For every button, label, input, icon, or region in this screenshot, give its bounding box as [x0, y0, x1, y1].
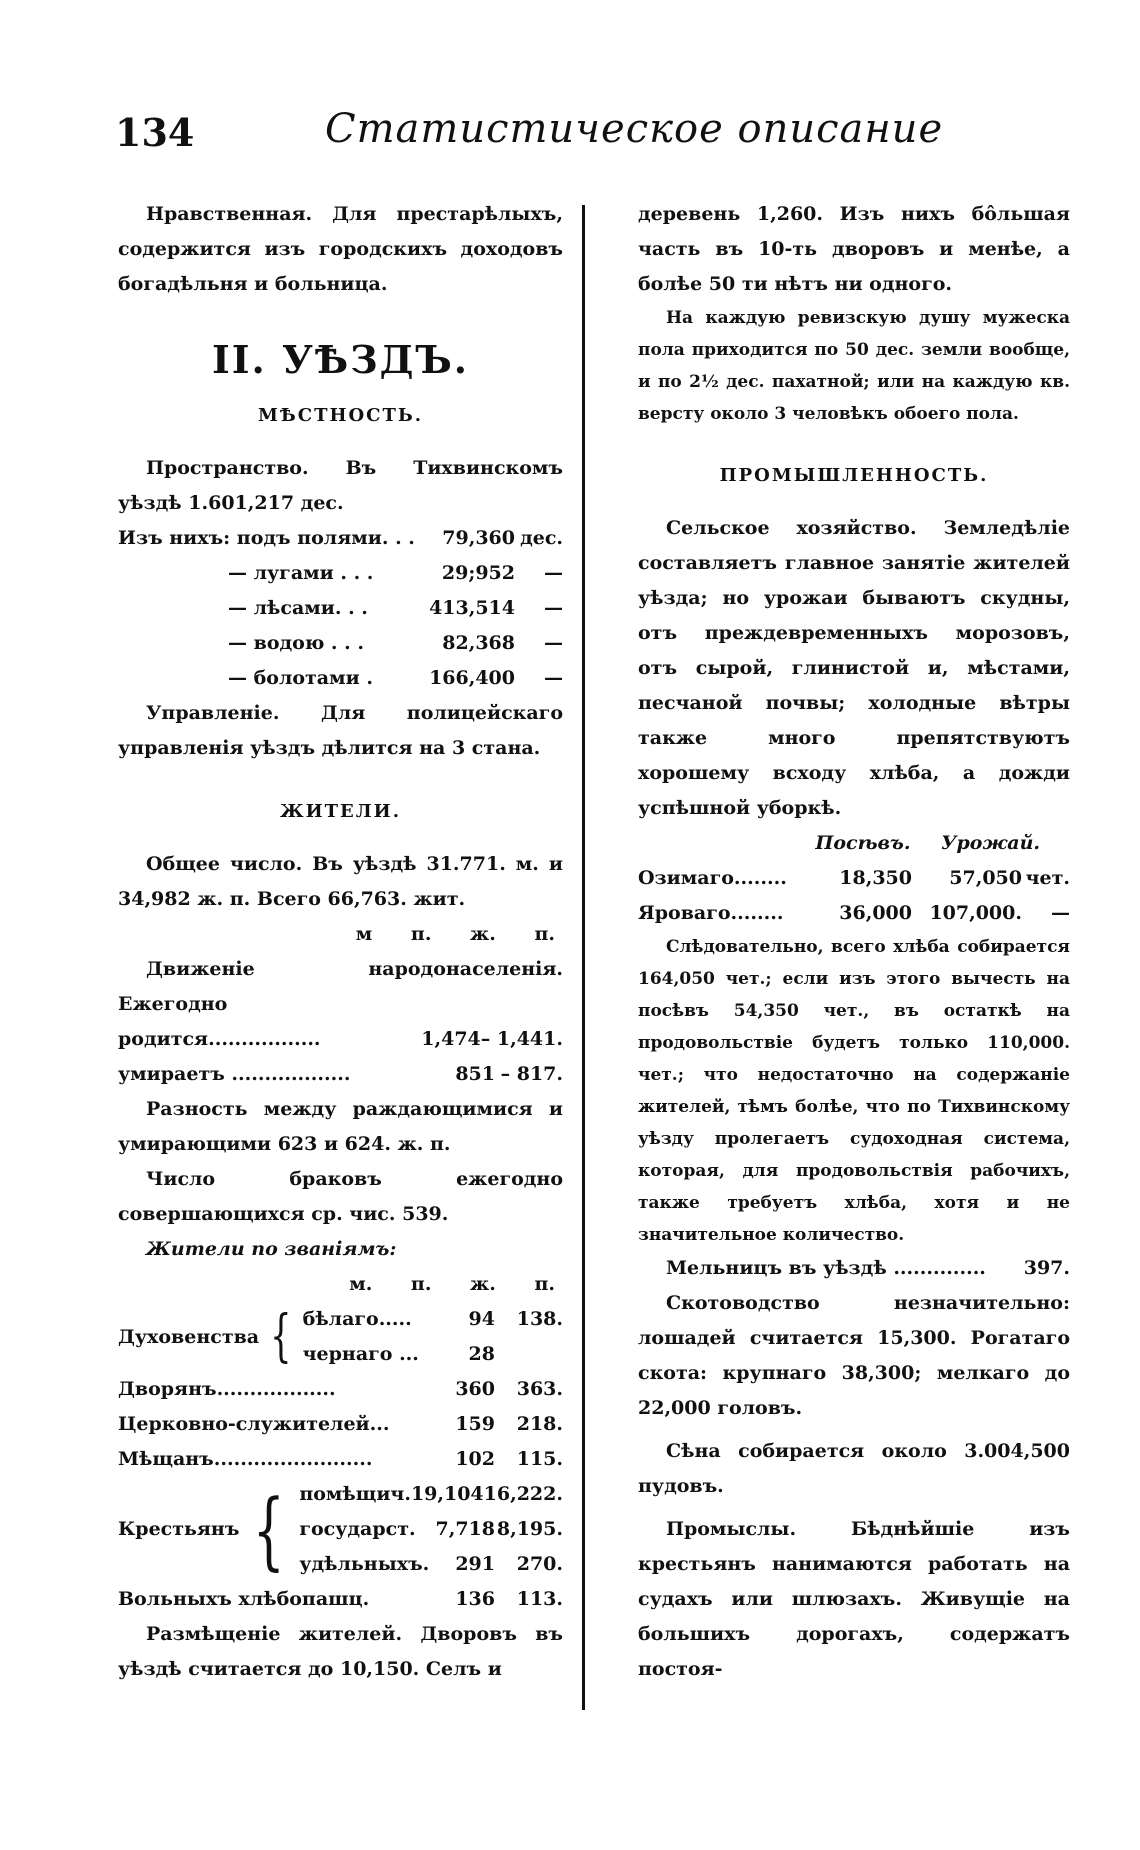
clergy-row	[303, 1302, 563, 1337]
column-divider	[582, 205, 585, 1710]
paragraph-raznost: Разность между раждающимися и умирающими 623 и 624. ж. п.	[118, 1098, 563, 1155]
land-row	[118, 626, 563, 661]
clergy-row-label: бѣлаго.....	[302, 1308, 412, 1330]
peasants-row-male: 19,104	[410, 1483, 484, 1505]
peasants-rows	[299, 1477, 563, 1582]
peasants-row-female: 270.	[516, 1553, 563, 1575]
heading-mestnost: МѢСТНОСТЬ.	[257, 405, 424, 426]
land-table	[118, 521, 563, 696]
peasants-row	[299, 1477, 563, 1512]
land-row	[118, 556, 563, 591]
peasants-label: Крестьянъ	[118, 1518, 240, 1540]
male-female-header: м п. ж. п.	[355, 923, 555, 945]
paragraph-revizsk: На каждую ревизскую душу мужеска пола приходится по 50 дес. земли вообще, и по 2½ дес. пахатной; или на каждую кв. версту около 3 человѣкъ обоего пола.	[638, 308, 1070, 424]
land-label: — водою . . .	[228, 632, 364, 654]
rank-label: Мѣщанъ........................	[118, 1448, 373, 1470]
right-column	[638, 197, 1070, 1687]
brace-icon: {	[252, 1480, 285, 1579]
paragraph-selskoe: Сельское хозяйство. Земледѣліе составляетъ главное занятіе жителей уѣзда; но урожаи бываютъ скудны, отъ преждевременныхъ морозовъ, отъ сырой, глинистой и, мѣстами, песчаной почвы; холодные вѣтры также много препятствуютъ хорошему всходу хлѣба, а дожди успѣшной уборкѣ.	[638, 517, 1070, 819]
rank-row	[118, 1442, 563, 1477]
land-unit: —	[544, 597, 563, 619]
heading-promyshlennost: ПРОМЫШЛЕННОСТЬ.	[719, 465, 989, 486]
deaths-label: умираетъ ..................	[118, 1063, 351, 1085]
peasants-group	[118, 1477, 563, 1582]
free-farmers-female: 113.	[516, 1588, 563, 1610]
peasants-row-label: удѣльныхъ.	[299, 1553, 430, 1575]
land-value: 79,360	[442, 527, 515, 549]
heading-uezd: II. УѢЗДЪ.	[211, 337, 470, 382]
peasants-row-male: 291	[455, 1553, 495, 1575]
rank-female: 363.	[516, 1378, 563, 1400]
land-value: 166,400	[429, 667, 515, 689]
brace-icon: {	[270, 1304, 292, 1369]
paragraph-skotovodstvo: Скотоводство незначительно: лошадей считается 15,300. Рогатаго скота: крупнаго 38,300; мелкаго до 22,000 головъ.	[638, 1292, 1070, 1419]
clergy-rows	[303, 1302, 563, 1372]
land-value: 29;952	[441, 562, 515, 584]
deaths-row	[118, 1057, 563, 1092]
land-row	[118, 521, 563, 556]
grain-unit: чет.	[1025, 867, 1070, 889]
grain-yield: 57,050	[949, 867, 1022, 889]
clergy-row-female: 138.	[516, 1308, 563, 1330]
grain-label: Яроваго........	[638, 902, 784, 924]
zvaniya-header: м. п. ж. п.	[349, 1273, 555, 1295]
clergy-label: Духовенства	[118, 1325, 260, 1348]
paragraph-nravstvennaya: Нравственная. Для престарѣлыхъ, содержится изъ городскихъ доходовъ богадѣльня и больница.	[118, 203, 563, 295]
land-unit: —	[544, 667, 563, 689]
births-female: – 1,441.	[480, 1028, 563, 1050]
rank-male: 159	[455, 1413, 495, 1435]
grain-row	[638, 896, 1070, 931]
rank-row	[118, 1372, 563, 1407]
peasants-row	[299, 1547, 563, 1582]
land-label: — лугами . . .	[228, 562, 374, 584]
land-unit: —	[544, 562, 563, 584]
births-label: родится.................	[118, 1028, 321, 1050]
clergy-group	[118, 1302, 563, 1372]
deaths-female: – 817.	[500, 1063, 563, 1085]
grain-row	[638, 861, 1070, 896]
grain-unit: —	[1051, 902, 1070, 924]
free-farmers-male: 136	[455, 1588, 495, 1610]
land-label: Изъ нихъ: подъ полями. . .	[118, 527, 415, 549]
mills-label: Мельницъ въ уѣздѣ ..............	[666, 1257, 986, 1279]
peasants-row	[299, 1512, 563, 1547]
rank-female: 115.	[516, 1448, 563, 1470]
paragraph-brakov: Число браковъ ежегодно совершающихся ср. чис. 539.	[118, 1168, 563, 1225]
paragraph-razmeshchenie: Размѣщеніе жителей. Дворовъ въ уѣздѣ считается до 10,150. Селъ и	[118, 1623, 563, 1680]
peasants-row-male: 7,718	[435, 1518, 495, 1540]
page-header	[115, 100, 1045, 170]
clergy-row-female	[495, 1337, 563, 1372]
rank-male: 102	[455, 1448, 495, 1470]
deaths-male: 851	[455, 1063, 495, 1085]
grain-sown: 18,350	[839, 867, 912, 889]
page-number: 134	[115, 110, 195, 155]
peasants-row-female: 8,195.	[496, 1518, 563, 1540]
rank-label: Церковно-служителей...	[118, 1413, 390, 1435]
left-column	[118, 197, 563, 1687]
land-unit: —	[544, 632, 563, 654]
rank-male: 360	[455, 1378, 495, 1400]
land-value: 413,514	[429, 597, 515, 619]
clergy-row	[303, 1337, 563, 1372]
rank-female: 218.	[516, 1413, 563, 1435]
free-farmers-row	[118, 1582, 563, 1617]
grain-sown: 36,000	[839, 902, 912, 924]
paragraph-derevn: деревень 1,260. Изъ нихъ бо̂льшая часть въ 10-ть дворовъ и менѣе, а болѣе 50 ти нѣтъ ни одного.	[638, 203, 1070, 295]
peasants-row-label: государст.	[299, 1518, 416, 1540]
land-unit: дес.	[520, 527, 563, 549]
clergy-row-label: чернаго ...	[302, 1343, 419, 1365]
zvaniya-label: Жители по званіямъ:	[146, 1238, 397, 1260]
clergy-row-male: 94	[468, 1308, 495, 1330]
running-title: Статистическое описание	[325, 106, 944, 152]
births-row	[118, 1022, 563, 1057]
clergy-row-male: 28	[468, 1343, 495, 1365]
peasants-row-female: 16,222.	[483, 1483, 563, 1505]
land-label: — лѣсами. . .	[228, 597, 368, 619]
rank-label: Дворянъ..................	[118, 1378, 336, 1400]
paragraph-promysly: Промыслы. Бѣднѣйшіе изъ крестьянъ нанимаются работать на судахъ или шлюзахъ. Живущіе на большихъ дорогахъ, содержатъ постоя-	[638, 1518, 1070, 1680]
mills-value: 397.	[1023, 1257, 1070, 1279]
paragraph-upravlenie: Управленіе. Для полицейскаго управленія уѣздъ дѣлится на 3 стана.	[118, 702, 563, 759]
heading-zhiteli: ЖИТЕЛИ.	[280, 801, 401, 822]
paragraph-dvizhenie: Движеніе народонаселенія. Ежегодно	[118, 958, 563, 1015]
grain-label: Озимаго........	[638, 867, 787, 889]
land-row	[118, 591, 563, 626]
rank-row	[118, 1407, 563, 1442]
free-farmers-label: Вольныхъ хлѣбопашц.	[118, 1588, 370, 1610]
paragraph-obshchee-chislo: Общее число. Въ уѣздѣ 31.771. м. и 34,982 ж. п. Всего 66,763. жит.	[118, 853, 563, 910]
land-label: — болотами .	[228, 667, 373, 689]
peasants-row-label: помѣщич.	[299, 1483, 411, 1505]
mills-row	[638, 1251, 1070, 1286]
grain-yield: 107,000.	[929, 902, 1022, 924]
paragraph-sledovatelno: Слѣдовательно, всего хлѣба собирается 164,050 чет.; если изъ этого вычесть на посѣвъ 54,350 чет., въ остаткѣ на продовольствіе будетъ только 110,000. чет.; что недостаточно на содержаніе жителей, тѣмъ болѣе, что по Тихвинскому уѣзду пролегаетъ судоходная система, которая, для продовольствія рабочихъ, также требуетъ хлѣба, хотя и не значительное количество.	[638, 937, 1070, 1245]
land-value: 82,368	[442, 632, 515, 654]
paragraph-seno: Сѣна собирается около 3.004,500 пудовъ.	[638, 1440, 1070, 1497]
paragraph-prostranstvo: Пространство. Въ Тихвинскомъ уѣздѣ 1.601,217 дес.	[118, 457, 563, 514]
land-row	[118, 661, 563, 696]
births-male: 1,474	[421, 1028, 481, 1050]
grain-header: Посѣвъ. Урожай.	[815, 832, 1040, 854]
